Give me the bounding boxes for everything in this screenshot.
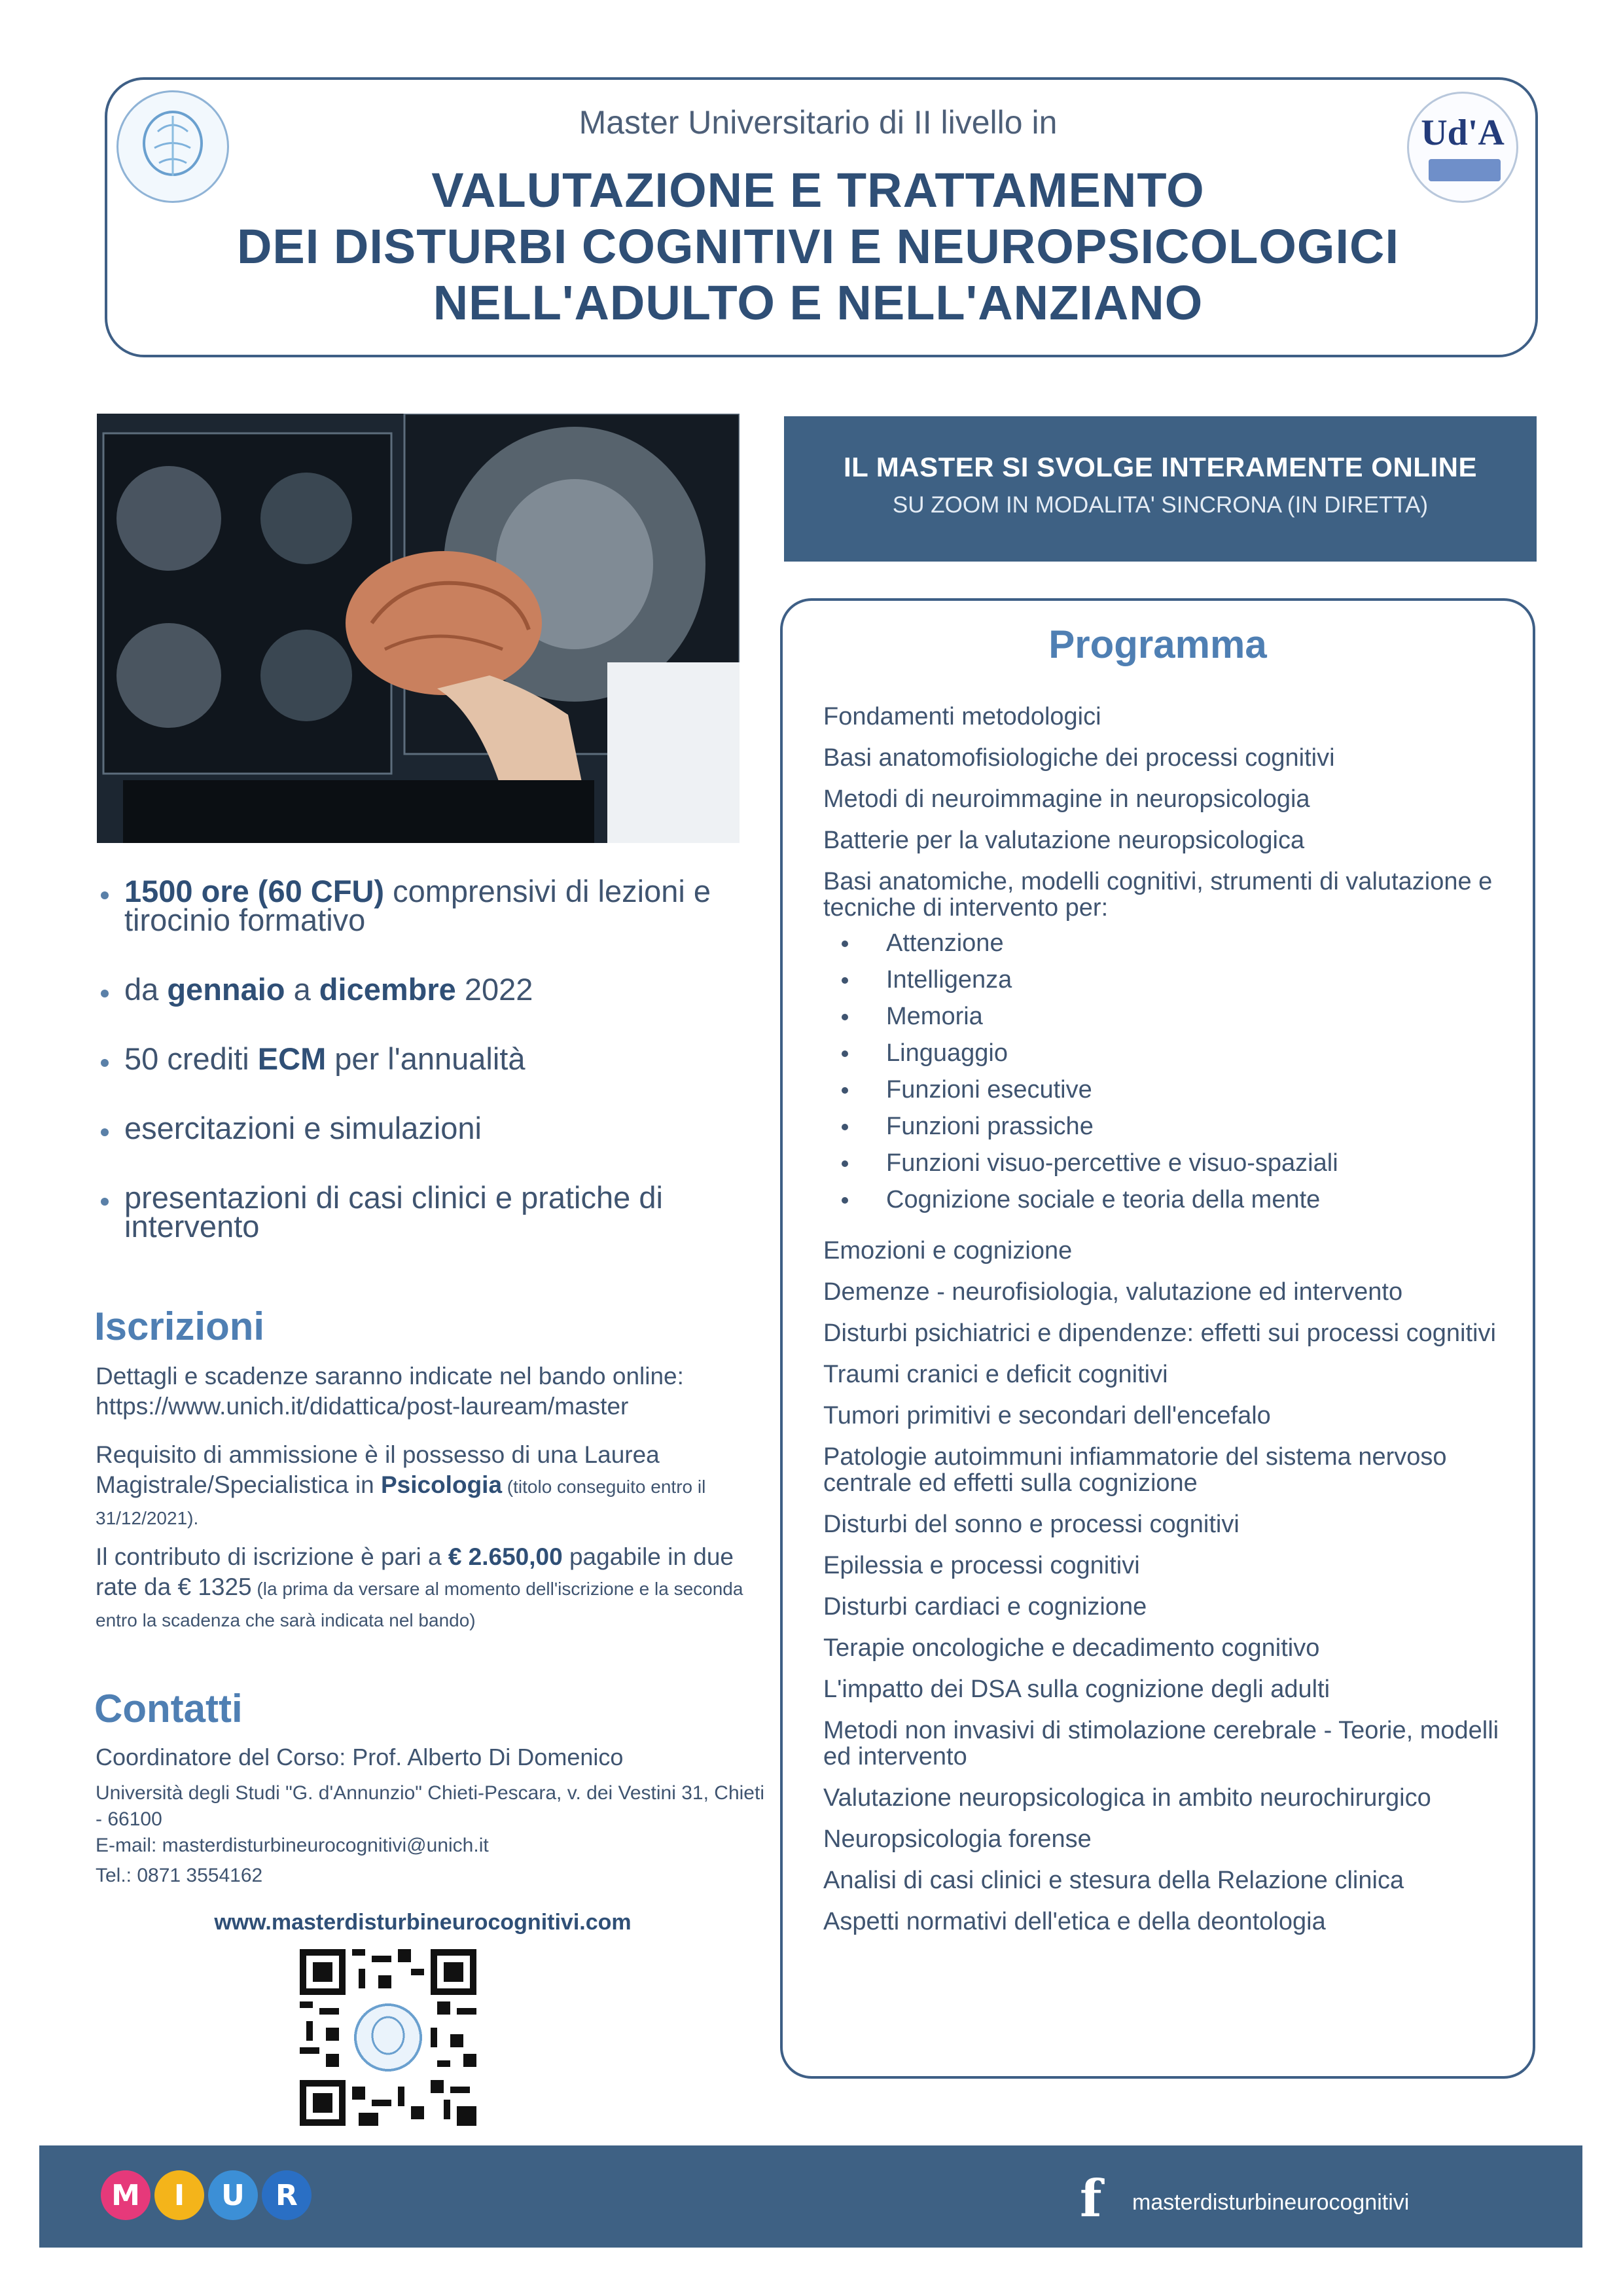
title-line-2: DEI DISTURBI COGNITIVI E NEUROPSICOLOGICI [236, 219, 1400, 274]
programma-list [823, 704, 1524, 1950]
highlight-hours-bold: 1500 ore (60 CFU) [124, 874, 385, 908]
facebook-icon[interactable]: f [1080, 2169, 1102, 2229]
programma-subitem: Memoria [823, 998, 1524, 1035]
highlight-dates-pre: da [124, 972, 168, 1007]
contact-email-link[interactable]: E-mail: masterdisturbineurocognitivi@unich.it [96, 1835, 489, 1856]
requirements-degree: Psicologia [380, 1471, 503, 1498]
fee-amount: € 2.650,00 [448, 1543, 563, 1570]
iscrizioni-title: Iscrizioni [94, 1304, 265, 1348]
miur-letter-i: I [154, 2170, 204, 2220]
programma-subitem: Attenzione [823, 925, 1524, 961]
requirements-note: (titolo conseguito entro il 31/12/2021). [96, 1477, 706, 1528]
programma-subitem: Funzioni prassiche [823, 1108, 1524, 1145]
header-subtitle: Master Universitario di II livello in [579, 104, 1058, 141]
highlight-dates-mid: a [285, 972, 319, 1007]
online-banner-title: IL MASTER SI SVOLGE INTERAMENTE ONLINE [844, 452, 1477, 482]
fee-text: Il contributo di iscrizione è pari a [96, 1543, 448, 1570]
programma-item: Traumi cranici e deficit cognitivi [823, 1361, 1168, 1388]
programma-item: Neuropsicologia forense [823, 1825, 1092, 1853]
iscrizioni-details-line1: Dettagli e scadenze saranno indicate nel bando online: [96, 1363, 684, 1390]
website-link[interactable]: www.masterdisturbineurocognitivi.com [214, 1910, 632, 1935]
highlight-dates-year: 2022 [455, 972, 533, 1007]
iscrizioni-url-link[interactable]: https://www.unich.it/didattica/post-lauream/master [96, 1393, 629, 1420]
miur-letter-r: R [262, 2170, 312, 2220]
programma-item: Disturbi psichiatrici e dipendenze: effetti sui processi cognitivi [823, 1319, 1496, 1347]
programma-item: Demenze - neurofisiologia, valutazione ed intervento [823, 1278, 1403, 1306]
highlights-list [98, 874, 753, 1282]
highlight-exercises: esercitazioni e simulazioni [98, 1114, 753, 1143]
online-banner-subtitle: SU ZOOM IN MODALITA' SINCRONA (IN DIRETTA) [892, 492, 1429, 518]
iscrizioni-requirements [96, 1440, 770, 1533]
programma-subitem: Linguaggio [823, 1035, 1524, 1071]
facebook-handle-link[interactable]: masterdisturbineurocognitivi [1132, 2190, 1410, 2215]
uda-logo-text: Ud'A [1421, 113, 1505, 153]
highlight-ecm-bold: ECM [257, 1041, 327, 1076]
programma-item: Tumori primitivi e secondari dell'encefalo [823, 1402, 1271, 1429]
programma-item: Epilessia e processi cognitivi [823, 1552, 1140, 1579]
iscrizioni-fee [96, 1542, 776, 1635]
programma-item: Disturbi cardiaci e cognizione [823, 1593, 1147, 1621]
highlight-dates-end: dicembre [319, 972, 456, 1007]
contact-phone: Tel.: 0871 3554162 [96, 1865, 263, 1886]
programma-item: Metodi non invasivi di stimolazione cerebrale - Teorie, modelli ed intervento [823, 1717, 1499, 1770]
highlight-ecm [98, 1041, 753, 1076]
highlight-ecm-post: per l'annualità [326, 1041, 526, 1076]
highlight-clinical-cases: presentazioni di casi clinici e pratiche di intervento [98, 1183, 753, 1241]
contact-address: Università degli Studi "G. d'Annunzio" Chieti-Pescara, v. dei Vestini 31, Chieti - 66100 [96, 1782, 764, 1830]
programma-sublist [823, 925, 1524, 1218]
title-line-3: NELL'ADULTO E NELL'ANZIANO [433, 276, 1204, 330]
requirements-text: Requisito di ammissione è il possesso di una Laurea Magistrale/Specialistica in [96, 1441, 660, 1498]
programma-item: Analisi di casi clinici e stesura della Relazione clinica [823, 1867, 1404, 1894]
programma-item: Terapie oncologiche e decadimento cognitivo [823, 1634, 1320, 1662]
highlight-dates [98, 972, 753, 1007]
title-line-1: VALUTAZIONE E TRATTAMENTO [431, 163, 1205, 217]
programma-item: Aspetti normativi dell'etica e della deontologia [823, 1908, 1326, 1935]
highlight-hours-text: comprensivi di lezioni e tirocinio formativo [124, 874, 711, 937]
highlight-ecm-pre: 50 crediti [124, 1041, 258, 1076]
highlight-hours [98, 874, 753, 937]
programma-item: Fondamenti metodologici [823, 703, 1101, 730]
brain-scan-photo [97, 414, 740, 843]
programma-item: Basi anatomiche, modelli cognitivi, strumenti di valutazione e tecniche di intervento per: [823, 868, 1493, 922]
online-banner [784, 416, 1537, 562]
contact-details [96, 1780, 776, 1889]
coordinator: Coordinatore del Corso: Prof. Alberto Di Domenico [96, 1744, 624, 1770]
miur-letter-u: U [208, 2170, 258, 2220]
programma-subitem: Funzioni visuo-percettive e visuo-spaziali [823, 1145, 1524, 1181]
fee-installments: pagabile in due rate da € 1325 [96, 1543, 734, 1600]
programma-item: Patologie autoimmuni infiammatorie del sistema nervoso centrale ed effetti sulla cognizione [823, 1443, 1447, 1497]
contatti-title: Contatti [94, 1687, 243, 1731]
programma-item: Emozioni e cognizione [823, 1237, 1073, 1265]
miur-logo [101, 2170, 312, 2223]
programma-item: Valutazione neuropsicologica in ambito neurochirurgico [823, 1784, 1431, 1812]
programma-subitem: Cognizione sociale e teoria della mente [823, 1181, 1524, 1218]
programma-title: Programma [1048, 622, 1267, 666]
highlight-dates-start: gennaio [167, 972, 285, 1007]
miur-letter-m: M [101, 2170, 151, 2220]
fee-note: (la prima da versare al momento dell'iscrizione e la seconda entro la scadenza che sarà indicata nel bando) [96, 1579, 743, 1630]
iscrizioni-details [96, 1361, 770, 1422]
programma-item: Batterie per la valutazione neuropsicologica [823, 827, 1305, 854]
programma-item: Disturbi del sonno e processi cognitivi [823, 1511, 1240, 1538]
programma-item: Basi anatomofisiologiche dei processi cognitivi [823, 744, 1335, 772]
programma-subitem: Funzioni esecutive [823, 1071, 1524, 1108]
programma-item: L'impatto dei DSA sulla cognizione degli adulti [823, 1676, 1330, 1703]
programma-subitem: Intelligenza [823, 961, 1524, 998]
page-title [131, 162, 1505, 331]
qr-code[interactable] [300, 1949, 476, 2126]
programma-item: Metodi di neuroimmagine in neuropsicologia [823, 785, 1310, 813]
